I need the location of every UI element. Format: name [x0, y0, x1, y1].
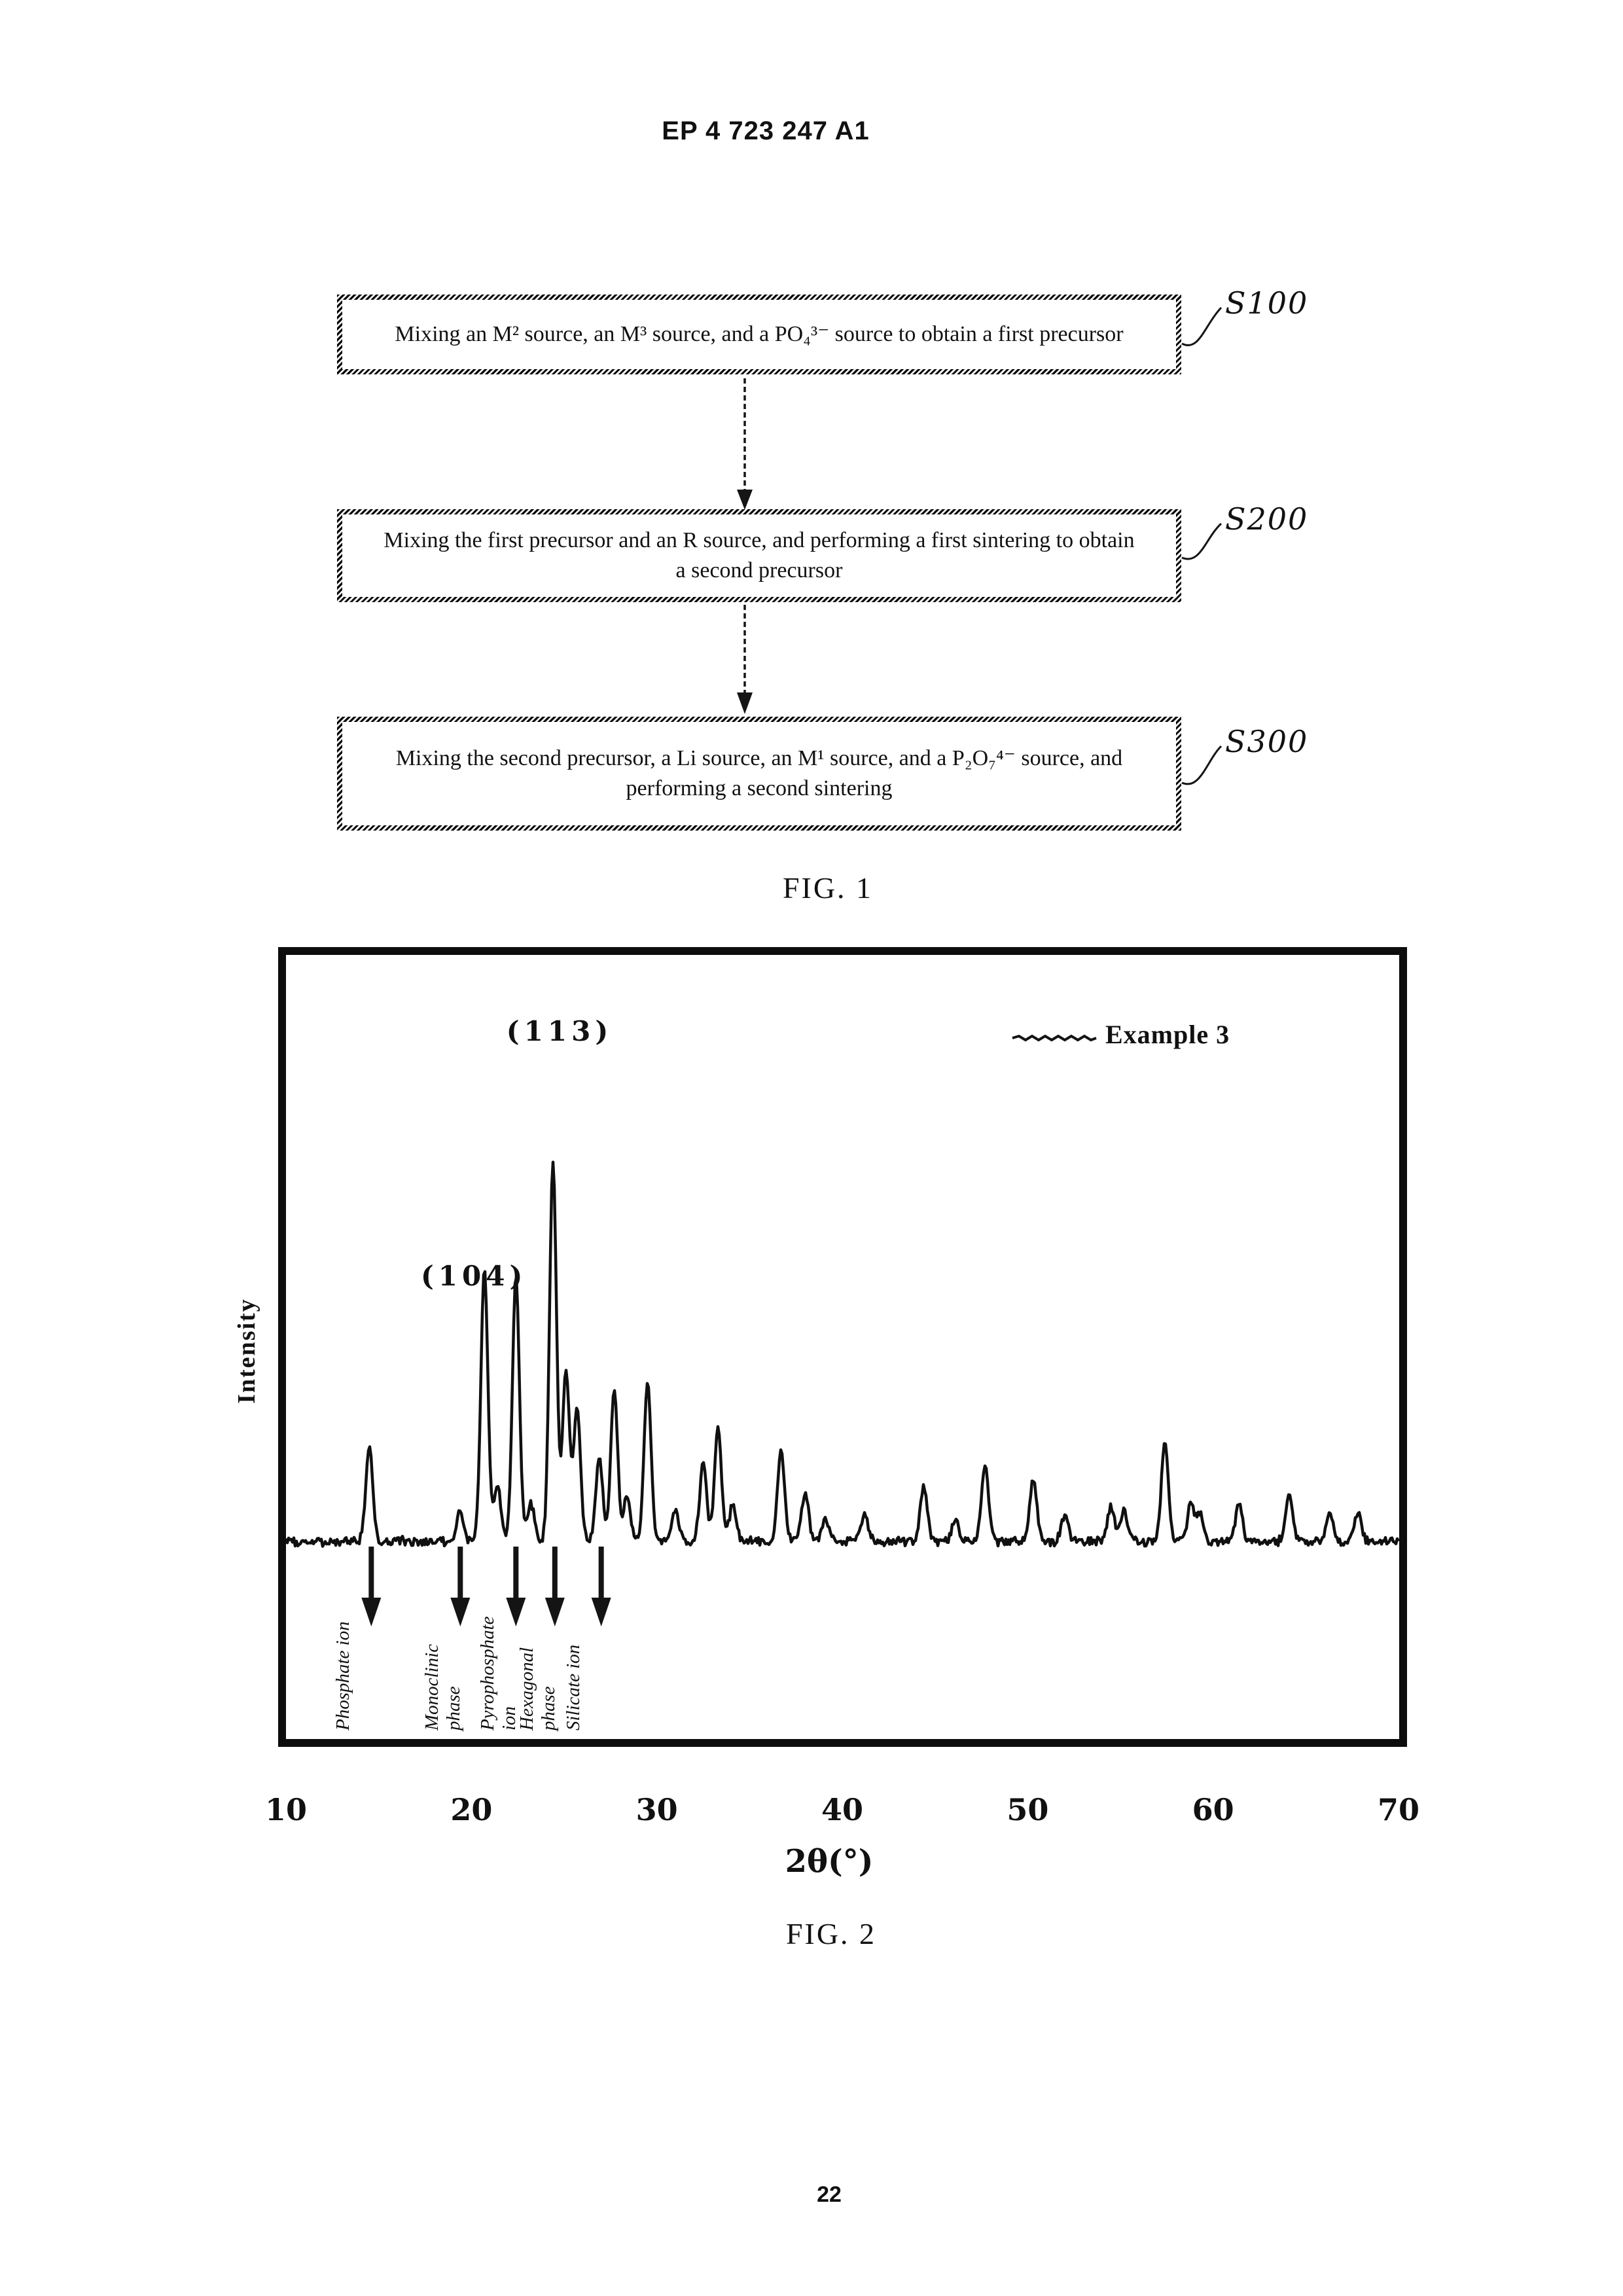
flow-arrow-1-head	[737, 490, 753, 510]
leader-line-s200	[1182, 524, 1221, 559]
page-number: 22	[817, 2182, 842, 2207]
figure-2-caption: FIG. 2	[785, 1917, 877, 1950]
phase-label-monoclinic-phase: Monoclinic phase	[421, 1643, 465, 1731]
phase-label-pyrophosphate-ion: Pyrophosphate ion	[477, 1616, 520, 1731]
leader-line-s300	[1182, 746, 1221, 784]
flow-step-2-text: Mixing the first precursor and an R source, and performing a first sintering to obtain a second precursor	[383, 528, 1135, 583]
document-header: EP 4 723 247 A1	[662, 117, 870, 145]
flow-step-3-text: Mixing the second precursor, a Li source, an M¹ source, and a P₂O₇⁴⁻ source, and performing a second sintering	[395, 746, 1123, 800]
phase-label-hexagonal-phase: Hexagonal phase	[516, 1647, 559, 1731]
xrd-chart-frame	[278, 947, 1407, 1747]
leader-line-s100	[1182, 308, 1221, 346]
peak-label-113: (113)	[506, 1015, 613, 1047]
x-tick-40: 40	[821, 1792, 863, 1827]
x-axis-label: 2θ(°)	[785, 1843, 874, 1880]
x-tick-70: 70	[1377, 1792, 1419, 1827]
phase-label-silicate-ion: Silicate ion	[562, 1644, 584, 1731]
peak-label-104: (104)	[420, 1260, 527, 1293]
flowchart-connectors	[0, 0, 1623, 949]
step-label-s200: S200	[1225, 501, 1309, 537]
x-tick-60: 60	[1192, 1792, 1234, 1827]
xrd-chart-plot-area	[286, 955, 1399, 1739]
flow-arrow-2-head	[737, 692, 753, 714]
xrd-intensity-curve	[286, 1162, 1399, 1547]
step-label-s300: S300	[1225, 724, 1309, 759]
y-axis-label: Intensity	[233, 1298, 260, 1404]
x-tick-10: 10	[264, 1792, 307, 1827]
phase-label-phosphate-ion: Phosphate ion	[332, 1621, 354, 1731]
x-tick-20: 20	[450, 1792, 493, 1827]
x-tick-30: 30	[635, 1792, 678, 1827]
figure-1-caption: FIG. 1	[782, 871, 874, 905]
legend-line-sample	[1011, 1032, 1097, 1044]
legend-series-label: Example 3	[1105, 1020, 1230, 1049]
step-label-s100: S100	[1225, 285, 1309, 321]
x-tick-50: 50	[1007, 1792, 1049, 1827]
flow-step-1-text: Mixing an M² source, an M³ source, and a PO₄³⁻ source to obtain a first precursor	[395, 322, 1124, 346]
